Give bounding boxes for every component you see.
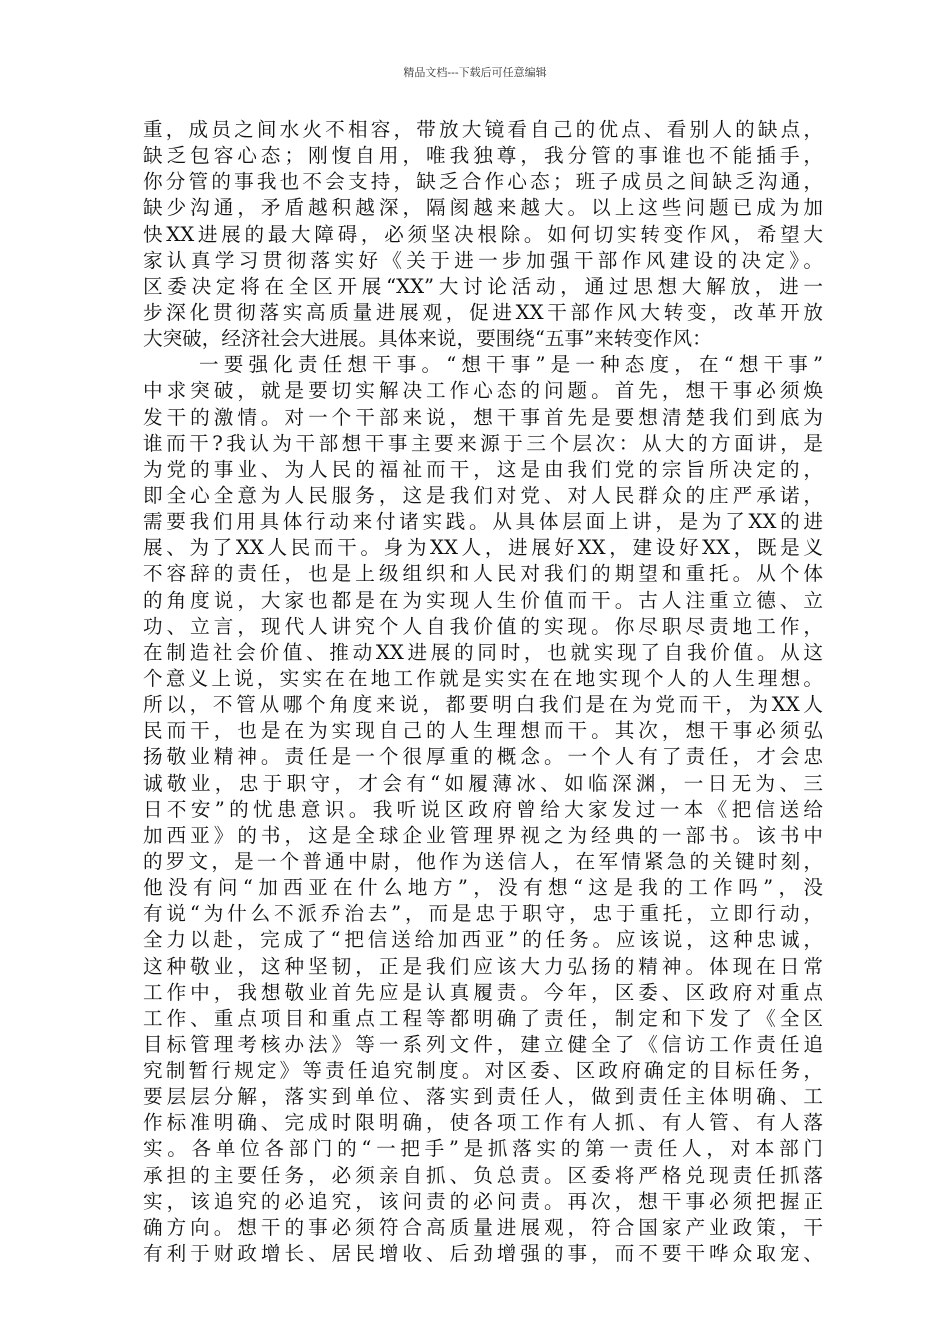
text-line: 缺少沟通，矛盾越积越深，隔阂越来越大。以上这些问题已成为加 <box>143 196 823 220</box>
text-line: 不容辞的责任，也是上级组织和人民对我们的期望和重托。从个体 <box>143 562 823 586</box>
text-line: 的罗文，是一个普通中尉，他作为送信人，在军情紧急的关键时刻， <box>143 849 823 873</box>
text-line: 需要我们用具体行动来付诸实践。从具体层面上讲，是为了XX的进 <box>143 510 823 534</box>
document-body <box>143 117 823 1267</box>
text-line: 重，成员之间水火不相容，带放大镜看自己的优点、看别人的缺点， <box>143 118 823 141</box>
text-line: 工作中，我想敬业首先应是认真履责。今年，区委、区政府对重点 <box>143 980 823 1004</box>
text-line: 快XX进展的最大障碍，必须坚决根除。如何切实转变作风，希望大 <box>143 222 823 246</box>
text-line: 区委决定将在全区开展“XX”大讨论活动，通过思想大解放，进一 <box>143 274 823 298</box>
text-line: 工作、重点项目和重点工程等都明确了责任，制定和下发了《全区 <box>143 1006 823 1030</box>
text-line: 有说“为什么不派乔治去”，而是忠于职守，忠于重托，立即行动， <box>143 902 823 926</box>
text-line: 这种敬业，这种坚韧，正是我们应该大力弘扬的精神。体现在日常 <box>143 954 823 978</box>
text-line: 有利于财政增长、居民增收、后劲增强的事，而不要干哗众取宠、 <box>143 1242 823 1266</box>
text-line: 要层层分解，落实到单位、落实到责任人，做到责任主体明确、工 <box>143 1085 823 1109</box>
text-line: 你分管的事我也不会支持，缺乏合作心态；班子成员之间缺乏沟通， <box>143 170 823 194</box>
text-line: 民而干，也是在为实现自己的人生理想而干。其次，想干事必须弘 <box>143 719 823 743</box>
text-line: 所以，不管从哪个角度来说，都要明白我们是在为党而干，为XX人 <box>143 693 823 717</box>
text-line: 步深化贯彻落实高质量进展观，促进XX干部作风大转变，改革开放 <box>143 300 823 324</box>
text-line: 诚敬业，忠于职守，才会有“如履薄冰、如临深渊，一日无为、三 <box>143 771 823 795</box>
text-line: 谁而干?我认为干部想干事主要来源于三个层次：从大的方面讲，是 <box>143 431 823 455</box>
text-line: 作标准明确、完成时限明确，使各项工作有人抓、有人管、有人落 <box>143 1111 823 1135</box>
text-line: 实，该追究的必追究，该问责的必问责。再次，想干事必须把握正 <box>143 1189 823 1213</box>
text-line: 全力以赴，完成了“把信送给加西亚”的任务。应该说，这种忠诚， <box>143 928 823 952</box>
text-line: 为党的事业、为人民的福祉而干，这是由我们党的宗旨所决定的， <box>143 457 823 481</box>
text-line: 的角度说，大家也都是在为实现人生价值而干。古人注重立德、立 <box>143 588 823 612</box>
text-line: 在制造社会价值、推动XX进展的同时，也就实现了自我价值。从这 <box>143 640 823 664</box>
text-line: 中求突破，就是要切实解决工作心态的问题。首先，想干事必须焕 <box>143 379 823 403</box>
paragraph-start-line: 一要强化责任想干事。“想干事”是一种态度，在“想干事” <box>199 353 823 377</box>
text-line: 功、立言，现代人讲究个人自我价值的实现。你尽职尽责地工作， <box>143 614 823 638</box>
text-line: 缺乏包容心态；刚愎自用，唯我独尊，我分管的事谁也不能插手， <box>143 144 823 168</box>
text-line: 日不安”的忧患意识。我听说区政府曾给大家发过一本《把信送给 <box>143 797 823 821</box>
text-line: 确方向。想干的事必须符合高质量进展观，符合国家产业政策，干 <box>143 1215 823 1239</box>
text-line: 家认真学习贯彻落实好《关于进一步加强干部作风建设的决定》。 <box>143 248 823 272</box>
text-line: 承担的主要任务，必须亲自抓、负总责。区委将严格兑现责任抓落 <box>143 1163 823 1187</box>
text-line: 个意义上说，实实在在地工作就是实实在在地实现个人的人生理想。 <box>143 666 823 690</box>
text-line: 即全心全意为人民服务，这是我们对党、对人民群众的庄严承诺， <box>143 483 823 507</box>
text-line: 发干的激情。对一个干部来说，想干事首先是要想清楚我们到底为 <box>143 405 823 429</box>
text-line: 目标管理考核办法》等一系列文件，建立健全了《信访工作责任追 <box>143 1032 823 1056</box>
text-line: 展、为了XX人民而干。身为XX人，进展好XX，建设好XX，既是义 <box>143 536 823 560</box>
text-line: 加西亚》的书，这是全球企业管理界视之为经典的一部书。该书中 <box>143 823 823 847</box>
text-line: 扬敬业精神。责任是一个很厚重的概念。一个人有了责任，才会忠 <box>143 745 823 769</box>
text-line: 究制暂行规定》等责任追究制度。对区委、区政府确定的目标任务， <box>143 1059 823 1083</box>
text-line: 他没有问“加西亚在什么地方”，没有想“这是我的工作吗”，没 <box>143 876 823 900</box>
page-header: 精品文档---下载后可任意编辑 <box>403 66 547 79</box>
text-line: 实。各单位各部门的“一把手”是抓落实的第一责任人，对本部门 <box>143 1137 823 1161</box>
text-line: 大突破，经济社会大进展。具体来说，要围绕“五事”来转变作风： <box>143 327 712 351</box>
